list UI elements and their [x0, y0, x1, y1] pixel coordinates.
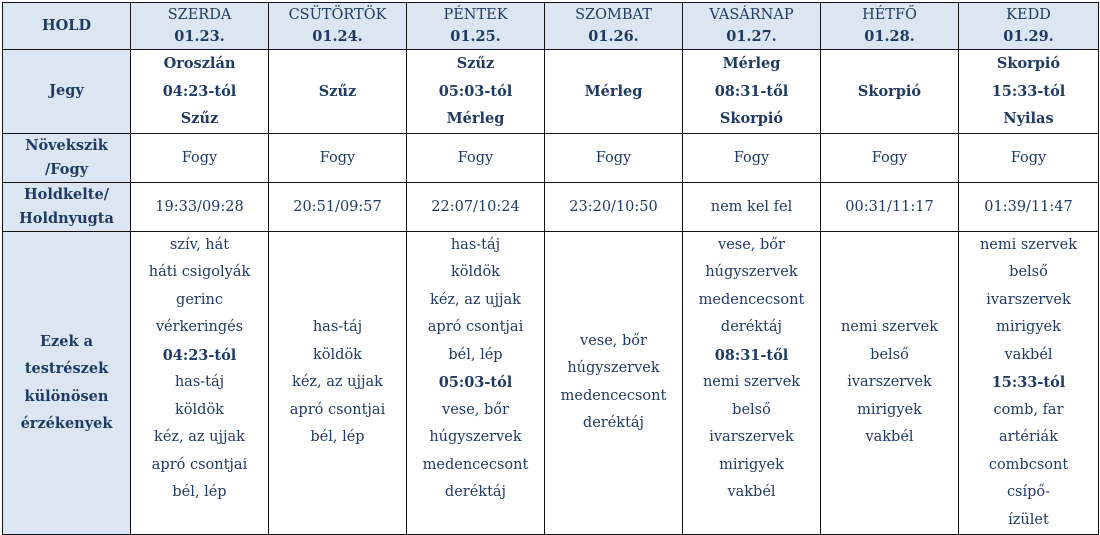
cell-line: húgyszervek — [567, 360, 660, 377]
cell-line: combcsont — [988, 456, 1069, 473]
cell-line: Mérleg — [722, 55, 781, 72]
cell-line: kéz, az ujjak — [154, 429, 245, 445]
cell-line: vese, bőr — [580, 332, 647, 349]
cell-line: Skorpió — [857, 82, 922, 100]
jegy-cell — [407, 50, 545, 134]
cell-line: medencecsont — [698, 291, 805, 308]
cell-line: különösen — [24, 387, 109, 405]
cell-line: bél, lép — [172, 484, 227, 500]
phase-cell: Fogy — [407, 133, 545, 182]
day-name: SZOMBAT — [575, 7, 652, 23]
cell-line: has-táj — [312, 319, 363, 335]
cell-line: mirigyek — [996, 319, 1061, 335]
cell-line: ivarszervek — [847, 374, 932, 390]
day-header — [683, 3, 821, 50]
novekszik-row — [3, 133, 1099, 182]
cell-line: köldök — [451, 264, 500, 280]
day-header — [821, 3, 959, 50]
day-date: 01.28. — [864, 28, 915, 45]
moonrise-cell: 22:07/10:24 — [407, 182, 545, 231]
cell-line: apró csontjai — [151, 456, 248, 473]
cell-line: comb, far — [993, 401, 1064, 418]
testreszek-row — [3, 231, 1099, 535]
cell-line: deréktáj — [444, 484, 507, 500]
holdkelte-label — [3, 182, 131, 231]
phase-cell: Fogy — [131, 133, 269, 182]
cell-line: Skorpió — [996, 55, 1061, 72]
day-header — [407, 3, 545, 50]
cell-line: vakbél — [865, 429, 914, 445]
phase-cell: Fogy — [959, 133, 1099, 182]
cell-line: bél, lép — [448, 346, 503, 363]
cell-line: belső — [1009, 264, 1048, 280]
cell-line: Nyilas — [1003, 110, 1054, 127]
cell-line: érzékenyek — [20, 415, 113, 433]
cell-line: 05:03-tól — [438, 374, 513, 391]
body-parts-cell — [959, 231, 1099, 535]
jegy-cell — [269, 50, 407, 134]
cell-line: vakbél — [727, 484, 776, 500]
moonrise-cell: 19:33/09:28 — [131, 182, 269, 231]
cell-line: 04:23-tól — [162, 346, 237, 364]
cell-line: mirigyek — [719, 456, 784, 473]
cell-line: belső — [870, 346, 909, 363]
moon-calendar-table — [2, 2, 1099, 535]
cell-line: ízület — [1008, 511, 1049, 528]
cell-line: bél, lép — [310, 429, 365, 445]
day-name: PÉNTEK — [443, 7, 508, 23]
cell-line: 05:03-tól — [438, 82, 513, 100]
cell-line: ivarszervek — [986, 291, 1071, 308]
body-parts-cell — [821, 231, 959, 535]
cell-line: ivarszervek — [709, 429, 794, 445]
cell-line: 08:31-től — [714, 82, 789, 100]
body-parts-cell — [407, 231, 545, 535]
cell-line: Szűz — [318, 82, 357, 100]
moonrise-cell: 20:51/09:57 — [269, 182, 407, 231]
day-header — [131, 3, 269, 50]
cell-line: has-táj — [450, 236, 501, 253]
day-date: 01.23. — [174, 28, 225, 45]
day-name: HÉTFŐ — [862, 7, 917, 23]
day-date: 01.25. — [450, 28, 501, 45]
cell-line: Mérleg — [446, 110, 505, 127]
cell-line: nemi szervek — [979, 236, 1078, 253]
cell-line: apró csontjai — [289, 401, 386, 418]
cell-line: medencecsont — [422, 456, 529, 473]
cell-line: húgyszervek — [429, 429, 522, 445]
holdkelte-label-line: Holdnyugta — [19, 209, 114, 227]
cell-line: Skorpió — [719, 110, 784, 127]
body-parts-cell — [131, 231, 269, 535]
day-name: CSÜTÖRTÖK — [288, 7, 387, 23]
moonrise-cell: 23:20/10:50 — [545, 182, 683, 231]
body-parts-cell — [683, 231, 821, 535]
testreszek-label — [3, 231, 131, 535]
cell-line: gerinc — [176, 291, 223, 308]
cell-line: kéz, az ujjak — [430, 291, 521, 308]
cell-line: szív, hát — [169, 236, 230, 253]
cell-line: köldök — [175, 401, 224, 418]
cell-line: apró csontjai — [427, 319, 524, 335]
cell-line: Ezek a — [39, 332, 93, 350]
novekszik-label-line: Növekszik — [25, 136, 108, 154]
cell-line: deréktáj — [582, 415, 645, 432]
cell-line: húgyszervek — [705, 264, 798, 280]
day-header — [269, 3, 407, 50]
day-date: 01.29. — [1003, 28, 1054, 45]
cell-line: testrészek — [24, 360, 109, 378]
cell-line: nemi szervek — [840, 319, 939, 335]
cell-line: 15:33-tól — [991, 374, 1066, 391]
body-parts-cell — [545, 231, 683, 535]
day-date: 01.24. — [312, 28, 363, 45]
cell-line: medencecsont — [560, 387, 667, 404]
moonrise-cell: nem kel fel — [683, 182, 821, 231]
moonrise-cell: 00:31/11:17 — [821, 182, 959, 231]
cell-line: Szűz — [456, 55, 495, 72]
phase-cell: Fogy — [683, 133, 821, 182]
jegy-label: Jegy — [3, 50, 131, 134]
cell-line: csípő- — [1006, 484, 1051, 500]
day-date: 01.27. — [726, 28, 777, 45]
cell-line: artériák — [999, 429, 1058, 445]
day-name: SZERDA — [167, 7, 232, 23]
cell-line: vérkeringés — [155, 319, 244, 335]
cell-line: 08:31-től — [714, 346, 789, 364]
cell-line: Oroszlán — [163, 55, 236, 72]
cell-line: has-táj — [174, 374, 225, 390]
jegy-cell — [545, 50, 683, 134]
day-name: VASÁRNAP — [709, 7, 794, 23]
jegy-cell — [131, 50, 269, 134]
cell-line: háti csigolyák — [148, 264, 251, 280]
cell-line: vese, bőr — [442, 401, 509, 418]
jegy-cell — [683, 50, 821, 134]
cell-line: kéz, az ujjak — [292, 374, 383, 390]
day-header — [545, 3, 683, 50]
hold-header: HOLD — [3, 3, 131, 50]
cell-line: vese, bőr — [718, 236, 785, 253]
novekszik-label — [3, 133, 131, 182]
cell-line: belső — [732, 401, 771, 418]
cell-line: köldök — [313, 346, 362, 363]
day-header — [959, 3, 1099, 50]
jegy-cell — [821, 50, 959, 134]
body-parts-cell — [269, 231, 407, 535]
jegy-cell — [959, 50, 1099, 134]
cell-line: deréktáj — [720, 319, 783, 335]
cell-line: Szűz — [180, 110, 219, 127]
cell-line: vakbél — [1004, 346, 1053, 363]
moonrise-cell: 01:39/11:47 — [959, 182, 1099, 231]
phase-cell: Fogy — [545, 133, 683, 182]
phase-cell: Fogy — [821, 133, 959, 182]
cell-line: mirigyek — [857, 401, 922, 418]
jegy-row — [3, 50, 1099, 134]
cell-line: 15:33-tól — [991, 82, 1066, 100]
header-row — [3, 3, 1099, 50]
cell-line: 04:23-tól — [162, 82, 237, 100]
phase-cell: Fogy — [269, 133, 407, 182]
cell-line: Mérleg — [584, 82, 643, 100]
day-name: KEDD — [1006, 7, 1051, 23]
holdkelte-label-line: Holdkelte/ — [23, 185, 110, 203]
novekszik-label-line: /Fogy — [44, 160, 89, 178]
cell-line: nemi szervek — [702, 374, 801, 390]
holdkelte-row — [3, 182, 1099, 231]
day-date: 01.26. — [588, 28, 639, 45]
